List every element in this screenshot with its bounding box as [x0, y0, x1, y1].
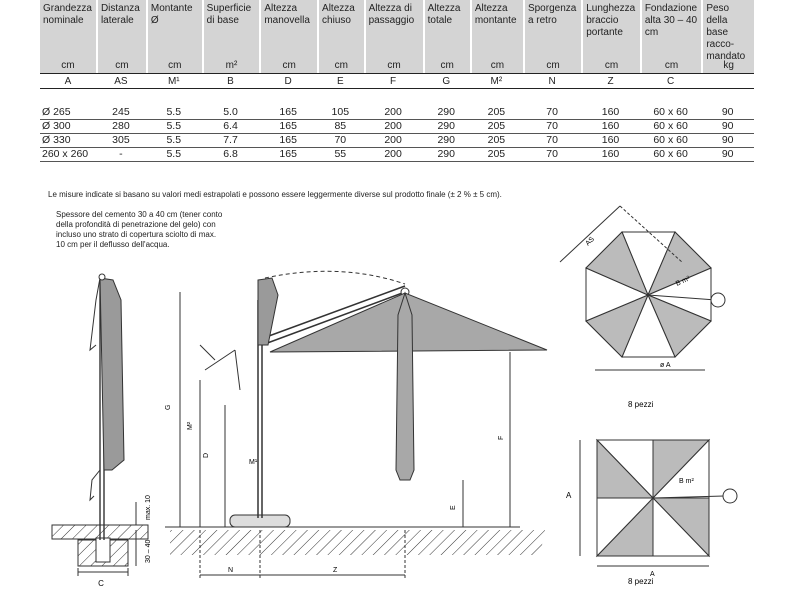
header-cell: Fondazione alta 30 – 40 cm cm	[640, 0, 702, 73]
cell: 205	[470, 106, 523, 120]
square-plan-view	[580, 440, 737, 566]
cell: 165	[259, 148, 317, 162]
cell: 245	[96, 106, 146, 120]
cell: 70	[523, 148, 581, 162]
code-cell: E	[317, 73, 364, 89]
oct-pole-circle	[711, 293, 725, 307]
code-cell: N	[523, 73, 581, 89]
cell: 5.0	[202, 106, 260, 120]
label-depth: 30 – 40	[145, 539, 152, 563]
header-cell: Altezza chiuso cm	[317, 0, 364, 73]
cell-size: Ø 265	[40, 106, 96, 120]
cell: 165	[259, 120, 317, 134]
code-cell: AS	[96, 73, 146, 89]
code-cell: F	[364, 73, 423, 89]
cell: 6.4	[202, 120, 260, 134]
label-A-bottom: A	[650, 571, 655, 578]
cell: 60 x 60	[640, 106, 702, 120]
header-cell: Superficie di base m²	[202, 0, 260, 73]
code-cell: A	[40, 73, 96, 89]
code-cell: Z	[581, 73, 640, 89]
header-cell: Montante Ø cm	[146, 0, 202, 73]
umbrella-base	[230, 515, 290, 527]
octagon-plan-view	[560, 206, 725, 370]
label-D: D	[203, 452, 210, 458]
label-N: N	[228, 567, 234, 574]
label-E: E	[450, 505, 457, 510]
closed-canopy	[100, 278, 124, 470]
label-phiA: ø A	[660, 362, 671, 369]
code-cell: B	[202, 73, 260, 89]
label-Z: Z	[333, 567, 338, 574]
cement-note-line: della profondità di penetrazione del gelo) con	[56, 220, 216, 229]
cell: 290	[423, 148, 470, 162]
code-cell: D	[259, 73, 317, 89]
label-AS: AS	[584, 235, 597, 248]
crank-mechanism	[200, 345, 240, 390]
cell: 6.8	[202, 148, 260, 162]
cell: 90	[701, 106, 754, 120]
cell: 290	[423, 106, 470, 120]
label-max10: max. 10	[145, 495, 152, 520]
cell: 205	[470, 120, 523, 134]
header-cell: Altezza totale cm	[423, 0, 470, 73]
open-umbrella-view	[165, 271, 547, 580]
hanging-fabric	[396, 293, 414, 480]
cell: 280	[96, 120, 146, 134]
cell: 290	[423, 120, 470, 134]
pole-top-cap	[99, 274, 105, 280]
cell: 160	[581, 134, 640, 148]
header-cell: Grandezza nominale cm	[40, 0, 96, 73]
cell: 200	[364, 120, 423, 134]
foundation-socket	[96, 538, 110, 562]
label-M1: M¹	[249, 459, 258, 466]
cell-size: Ø 330	[40, 134, 96, 148]
header-cell: Lunghezza braccio portante cm	[581, 0, 640, 73]
cell: 200	[364, 148, 423, 162]
code-cell: M¹	[146, 73, 202, 89]
header-cell: Distanza laterale cm	[96, 0, 146, 73]
cell: 90	[701, 120, 754, 134]
cell: 7.7	[202, 134, 260, 148]
cell: 70	[523, 134, 581, 148]
cell: 200	[364, 134, 423, 148]
swing-arc	[265, 271, 405, 284]
label-pieces-sq: 8 pezzi	[628, 577, 654, 586]
header-cell: Sporgenza a retro cm	[523, 0, 581, 73]
label-G: G	[165, 404, 172, 410]
cell: 90	[701, 134, 754, 148]
cell: 200	[364, 106, 423, 120]
cell: 90	[701, 148, 754, 162]
cell: 205	[470, 134, 523, 148]
cell: 205	[470, 148, 523, 162]
label-M2: M²	[187, 421, 194, 430]
cement-note-line: incluso uno strato di copertura sciolto di max.	[56, 230, 217, 239]
cell: 290	[423, 134, 470, 148]
cell: -	[96, 148, 146, 162]
header-cell: Altezza manovella cm	[259, 0, 317, 73]
measurement-note: Le misure indicate si basano su valori medi estrapolati e possono essere leggermente diverse sul prodotto finale (± 2 % ± 5 cm).	[48, 190, 502, 199]
cell: 305	[96, 134, 146, 148]
cell: 60 x 60	[640, 120, 702, 134]
cement-note-line: Spessore del cemento 30 a 40 cm (tener conto	[56, 210, 223, 219]
cell: 5.5	[146, 106, 202, 120]
code-cell: C	[640, 73, 702, 89]
label-Bm2-oct: B m²	[674, 275, 692, 288]
header-cell: Altezza di passaggio cm	[364, 0, 423, 73]
cement-note-line: 10 cm per il deflusso dell'acqua.	[56, 240, 170, 249]
cell: 105	[317, 106, 364, 120]
cell: 5.5	[146, 148, 202, 162]
cell: 165	[259, 106, 317, 120]
cell: 160	[581, 148, 640, 162]
label-F: F	[498, 435, 505, 440]
cell-size: Ø 300	[40, 120, 96, 134]
header-cell: Altezza montante cm	[470, 0, 523, 73]
closed-umbrella-view	[52, 274, 148, 576]
arm-closed	[90, 278, 100, 350]
cell: 165	[259, 134, 317, 148]
cell: 55	[317, 148, 364, 162]
code-cell: M²	[470, 73, 523, 89]
sq-pole-circle	[723, 489, 737, 503]
crank-left	[90, 470, 100, 500]
folded-canopy	[258, 278, 278, 345]
cell: 85	[317, 120, 364, 134]
label-Bm2-sq: B m²	[679, 478, 694, 485]
cell: 70	[523, 120, 581, 134]
label-C: C	[98, 579, 104, 588]
cell: 60 x 60	[640, 148, 702, 162]
label-pieces-oct: 8 pezzi	[628, 400, 654, 409]
cell-size: 260 x 260	[40, 148, 96, 162]
label-A-side: A	[566, 491, 572, 500]
cell: 160	[581, 106, 640, 120]
ground-hatch-mid	[170, 530, 545, 555]
code-cell: G	[423, 73, 470, 89]
header-cell: Peso della base racco-mandato kg	[701, 0, 754, 73]
cell: 5.5	[146, 134, 202, 148]
cell: 160	[581, 120, 640, 134]
cell: 70	[523, 106, 581, 120]
cell: 70	[317, 134, 364, 148]
cell: 60 x 60	[640, 134, 702, 148]
cell: 5.5	[146, 120, 202, 134]
